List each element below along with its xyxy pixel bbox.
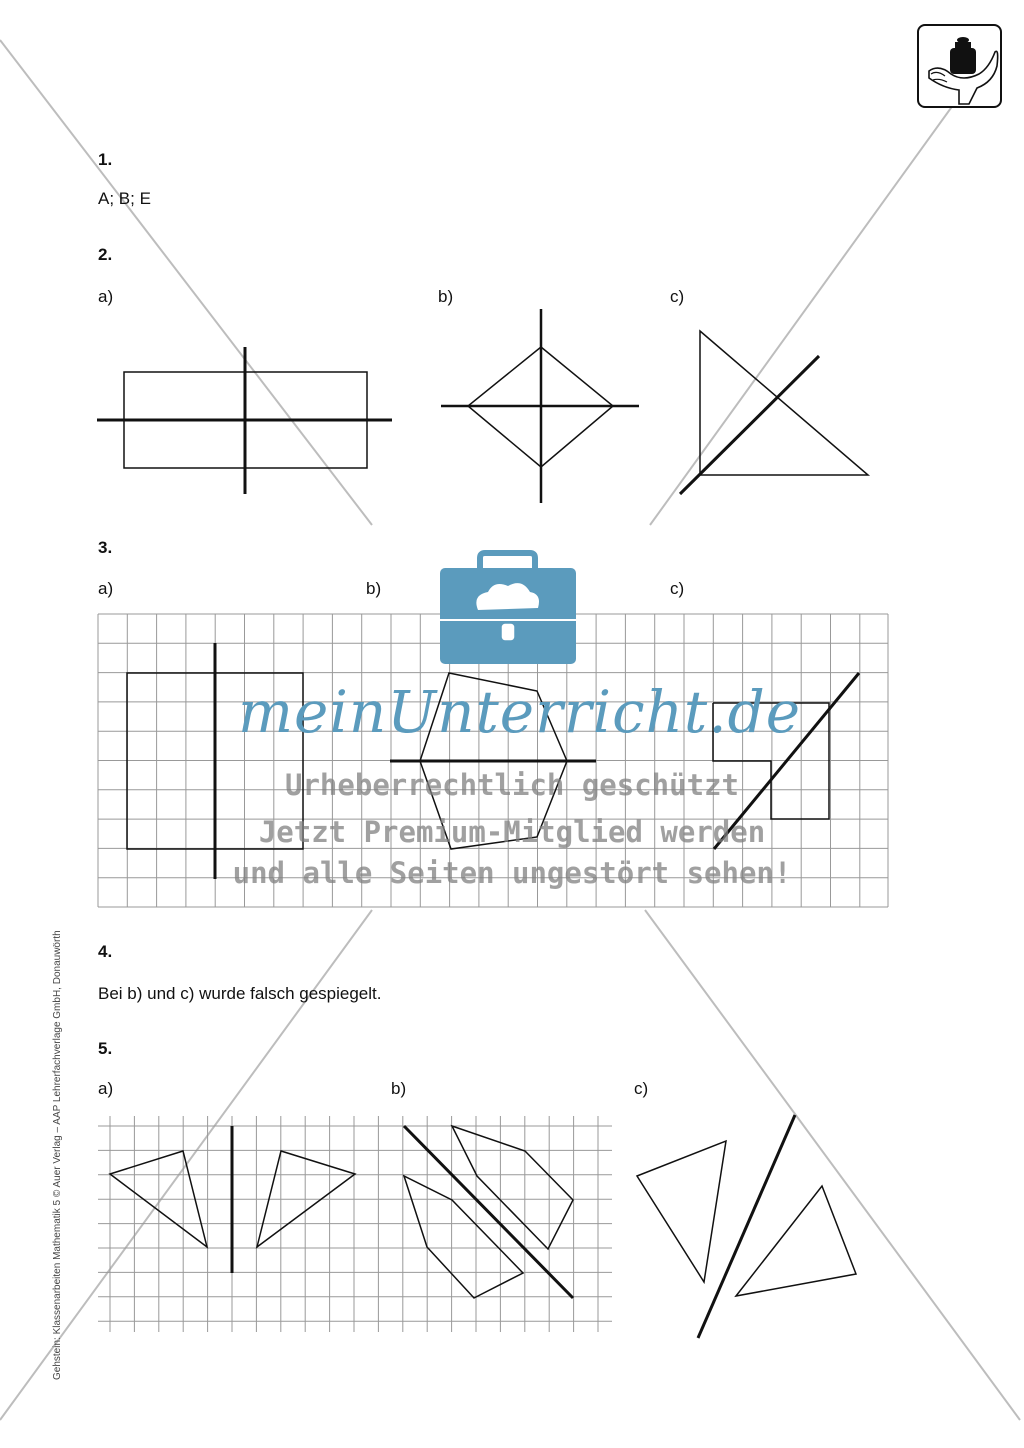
task-5-label-a: a) bbox=[98, 1079, 114, 1098]
task-5-number: 5. bbox=[98, 1039, 113, 1058]
task-3-label-b: b) bbox=[366, 579, 382, 598]
task-1-answer: A; B; E bbox=[98, 189, 151, 208]
task-5-label-b: b) bbox=[391, 1079, 407, 1098]
task-2-label-a: a) bbox=[98, 287, 114, 306]
task-1-number: 1. bbox=[98, 150, 113, 169]
task-3-label-a: a) bbox=[98, 579, 114, 598]
task-3-number: 3. bbox=[98, 538, 113, 557]
task-5c-triangles-axis bbox=[637, 1115, 856, 1338]
task-5-grid bbox=[98, 1116, 612, 1332]
watermark-line-2: Jetzt Premium-Mitglied werden bbox=[258, 815, 766, 849]
watermark-line-1: Urheberrechtlich geschützt bbox=[285, 768, 739, 802]
side-credit: Gehstein: Klassenarbeiten Mathematik 5 © Auer Verlag – AAP Lehrerfachverlage GmbH, Donauwörth bbox=[52, 930, 63, 1380]
task-5-label-c: c) bbox=[634, 1079, 649, 1098]
task-4-number: 4. bbox=[98, 942, 113, 961]
watermark-brand: meinUnterricht.de bbox=[238, 678, 802, 746]
task-2-label-c: c) bbox=[670, 287, 685, 306]
task-2-number: 2. bbox=[98, 245, 113, 264]
task-3-label-c: c) bbox=[670, 579, 685, 598]
task-2-label-b: b) bbox=[438, 287, 454, 306]
watermark-line-3: und alle Seiten ungestört sehen! bbox=[232, 856, 792, 890]
task-4-answer: Bei b) und c) wurde falsch gespiegelt. bbox=[98, 984, 382, 1003]
